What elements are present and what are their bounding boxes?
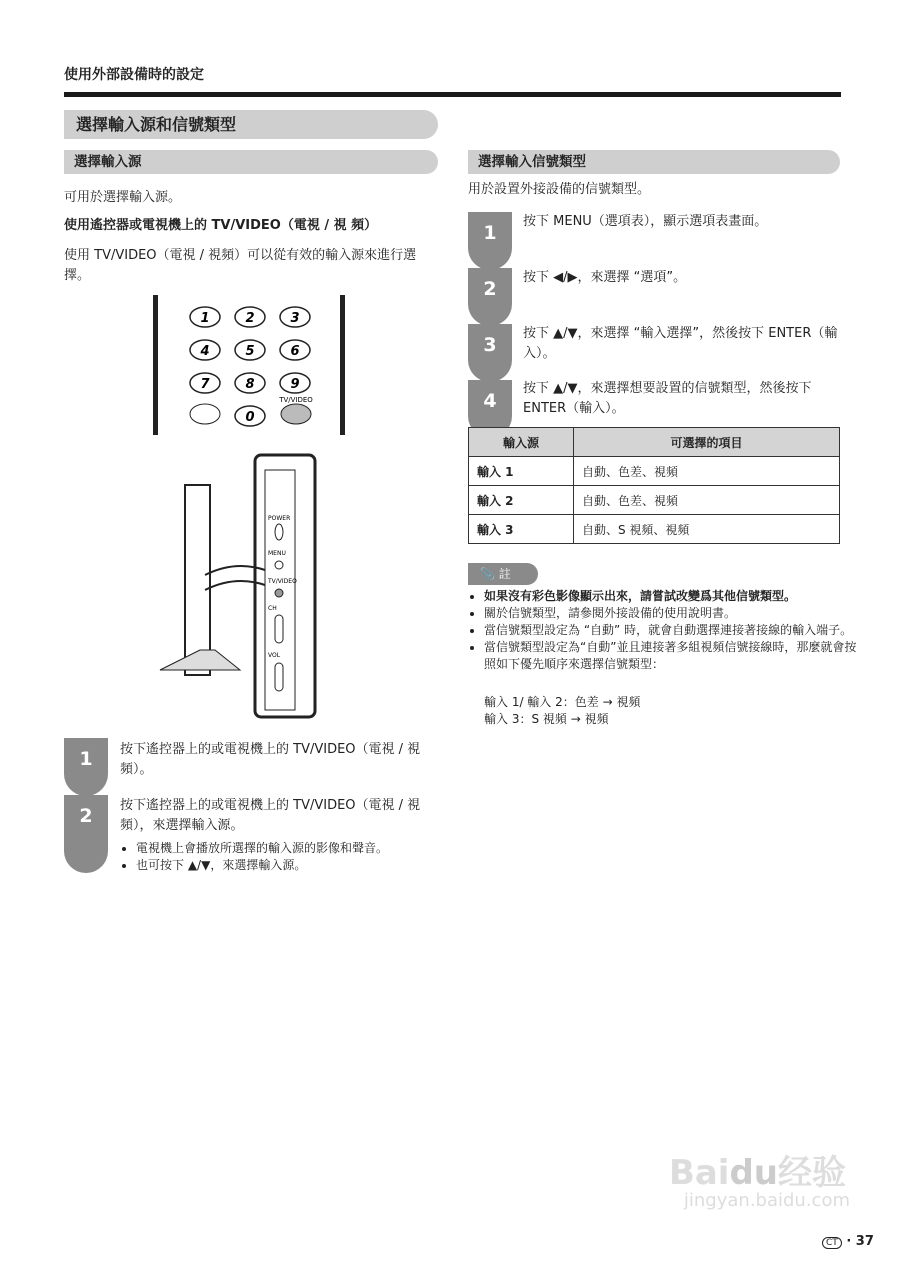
right-step-2-text: 按下 ◀/▶，來選擇 “選項”。 [523, 270, 687, 285]
bullet: • 電視機上會播放所選擇的輸入源的影像和聲音。 [136, 840, 456, 857]
watermark-url: jingyan.baidu.com [683, 1190, 850, 1211]
signal-type-table [468, 427, 840, 544]
left-bullets [122, 840, 456, 874]
cell: 輸入 2 [469, 486, 574, 515]
cell: 自動、色差、視頻 [574, 457, 840, 486]
right-step-1-text: 按下 MENU（選項表），顯示選項表畫面。 [523, 214, 768, 229]
tv-side-panel-illustration [155, 450, 325, 720]
table-header: 可選擇的項目 [574, 428, 840, 457]
right-intro: 用於設置外接設備的信號類型。 [468, 182, 651, 197]
number-key-label: 0 [245, 410, 255, 425]
note-item: • 關於信號類型，請參閱外接設備的使用說明書。 [484, 605, 859, 622]
left-bold-heading: 使用遙控器或電視機上的 TV/VIDEO（電視 / 視 頻） [64, 218, 378, 233]
note-item: • 當信號類型設定為“自動”並且連接著多組視頻信號接線時，那麼就會按照如下優先順序來選擇信號類型： [484, 639, 859, 673]
priority-line: 輸入 1/ 輸入 2：色差 → 視頻 [484, 695, 641, 709]
left-subhead: 選擇輸入源 [64, 150, 438, 174]
number-key-label: 7 [200, 377, 210, 392]
table-row [469, 457, 840, 486]
priority-line: 輸入 3：S 視頻 → 視頻 [484, 712, 609, 726]
right-step-1-badge: 1 [468, 212, 512, 270]
left-step-1-text: 按下遙控器上的或電視機上的 TV/VIDEO（電視 / 視頻）。 [120, 742, 421, 777]
cell: 自動、色差、視頻 [574, 486, 840, 515]
header-rule [64, 92, 841, 97]
number-key-label: 6 [290, 344, 300, 359]
table-row [469, 486, 840, 515]
number-key-label: 9 [290, 377, 300, 392]
page-header: 使用外部設備時的設定 [64, 67, 204, 83]
right-step-4-badge: 4 [468, 380, 512, 438]
section-title: 選擇輸入源和信號類型 [64, 110, 438, 139]
remote-illustration [150, 295, 350, 440]
note-item: • 如果沒有彩色影像顯示出來，請嘗試改變爲其他信號類型。 [484, 588, 859, 605]
right-subhead: 選擇輸入信號類型 [468, 150, 840, 174]
remote-tvvideo-label: TV/VIDEO [279, 396, 313, 404]
page-number: 37 [855, 1234, 874, 1249]
left-step-1-badge: 1 [64, 738, 108, 796]
left-body: 使用 TV/VIDEO（電視 / 視頻）可以從有效的輸入源來進行選擇。 [64, 248, 417, 283]
bullet: • 也可按下 ▲/▼，來選擇輸入源。 [136, 857, 456, 874]
number-key-label: 5 [245, 344, 255, 359]
number-key-label: 8 [245, 377, 255, 392]
right-step-2-badge: 2 [468, 268, 512, 326]
number-key-label: 2 [245, 311, 255, 326]
right-step-3-text: 按下 ▲/▼，來選擇 “輸入選擇”，然後按下 ENTER（輸入）。 [523, 326, 838, 361]
cell: 輸入 1 [469, 457, 574, 486]
panel-label: MENU [268, 550, 286, 557]
panel-label: VOL [268, 652, 281, 659]
cell: 輸入 3 [469, 515, 574, 544]
lang-badge: CT [822, 1237, 842, 1249]
note-badge [468, 563, 538, 585]
notes-list [470, 588, 859, 673]
number-key-label: 4 [200, 344, 210, 359]
note-item: • 當信號類型設定為 “自動” 時，就會自動選擇連接著接線的輸入端子。 [484, 622, 859, 639]
left-step-2-badge: 2 [64, 795, 108, 873]
cell: 自動、S 視頻、視頻 [574, 515, 840, 544]
left-step-2-text: 按下遙控器上的或電視機上的 TV/VIDEO（電視 / 視頻），來選擇輸入源。 [120, 798, 421, 833]
tvvideo-key[interactable] [281, 404, 311, 424]
right-step-3-badge: 3 [468, 324, 512, 382]
number-key-label: 3 [290, 311, 300, 326]
right-step-4-text: 按下 ▲/▼，來選擇想要設置的信號類型，然後按下 ENTER（輸入）。 [523, 381, 812, 416]
page-footer: CT · 37 [822, 1234, 874, 1249]
watermark-logo: Baidu经验 [668, 1153, 846, 1193]
left-intro: 可用於選擇輸入源。 [64, 190, 182, 205]
table-header: 輸入源 [469, 428, 574, 457]
number-key-label: 1 [200, 311, 210, 326]
paperclip-icon: 📎 [480, 567, 499, 581]
flashback-key[interactable] [190, 404, 220, 424]
panel-label: POWER [268, 515, 291, 522]
panel-label: CH [268, 605, 277, 612]
table-row [469, 515, 840, 544]
panel-label: TV/VIDEO [268, 578, 297, 585]
priority-list [484, 694, 640, 728]
note-label: 註 [498, 567, 511, 581]
